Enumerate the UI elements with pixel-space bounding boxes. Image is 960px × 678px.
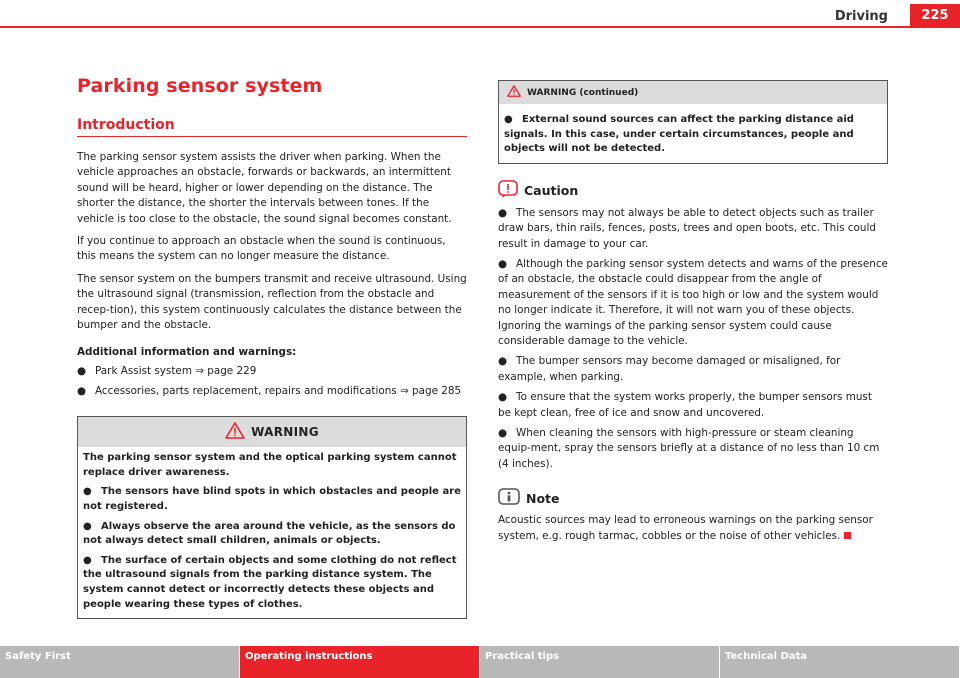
left-column: [77, 75, 467, 619]
warning-item-text: Always observe the area around the vehicle, as the sensors do not always detect small children, animals or objects.: [83, 520, 456, 547]
caution-heading: Caution: [524, 182, 579, 198]
additional-info-heading: Additional information and warnings:: [77, 346, 297, 359]
note-heading: Note: [526, 491, 560, 507]
right-column: [498, 80, 888, 544]
page-title: Parking sensor system: [77, 75, 323, 97]
bullet-icon: ●: [498, 355, 508, 368]
caution-item-text: To ensure that the system works properly, the bumper sensors must be kept clean, free of ice and snow and uncovered.: [498, 391, 872, 419]
bullet-icon: ●: [498, 391, 508, 404]
caution-item: [498, 354, 888, 385]
paragraph: The sensor system on the bumpers transmit and receive ultrasound. Using the ultrasound signal (transmission, reflection from the obstacle and recep-tion), this system continuously calculates the distance between the bumper and the obstacle.: [77, 272, 467, 332]
warning-continued-heading: WARNING (continued): [527, 87, 639, 98]
note-text: [498, 513, 888, 544]
warning-item: [504, 113, 882, 157]
end-of-section-icon: [844, 532, 851, 539]
caution-item: [498, 390, 888, 421]
warning-header: [78, 417, 466, 447]
warning-continued-body: [499, 104, 887, 163]
bullet-icon: ●: [83, 486, 92, 498]
page-number: 225: [910, 4, 960, 28]
caution-item-text: The sensors may not always be able to detect objects such as trailer draw bars, thin rails, fences, posts, trees and open boots, etc. This could result in damage to your car.: [498, 206, 876, 250]
list-item: [77, 384, 467, 399]
section-heading-introduction: Introduction: [77, 117, 467, 137]
caution-item: [498, 257, 888, 349]
page-header: [0, 0, 960, 32]
warning-triangle-icon: [225, 422, 245, 442]
warning-heading: WARNING: [251, 425, 319, 440]
warning-item-text: The sensors have blind spots in which obstacles and people are not registered.: [83, 486, 461, 513]
warning-item-text: External sound sources can affect the parking distance aid signals. In this case, under certain circumstances, people and objects will not be detected.: [504, 114, 854, 155]
bullet-icon: ●: [83, 520, 92, 532]
warning-continued-box: [498, 80, 888, 164]
caution-item: [498, 206, 888, 252]
footer-tabs: [0, 646, 960, 678]
info-icon: [498, 488, 520, 509]
warning-item-text: The surface of certain objects and some clothing do not reflect the ultrasound signals from the parking distance system. The system cannot detect or incorrectly detects these objects and people wearing these types of clothes.: [83, 554, 457, 610]
header-rule: [0, 26, 910, 28]
note-text-content: Acoustic sources may lead to erroneous warnings on the parking sensor system, e.g. rough tarmac, cobbles or the noise of other vehicles.: [498, 514, 873, 542]
bullet-icon: ●: [504, 114, 513, 125]
warning-box: [77, 416, 467, 619]
section-title: Driving: [834, 9, 888, 24]
warning-item: [83, 554, 461, 612]
bullet-icon: ●: [77, 365, 87, 378]
warning-body: [78, 447, 466, 618]
list-item: [77, 364, 467, 379]
tab-operating-instructions[interactable]: Operating instructions: [240, 646, 480, 678]
warning-item: [83, 485, 461, 514]
bullet-icon: ●: [83, 554, 92, 566]
warning-intro: The parking sensor system and the optical parking system cannot replace driver awareness.: [83, 452, 457, 478]
caution-item: [498, 426, 888, 472]
tab-technical-data[interactable]: Technical Data: [720, 646, 960, 678]
tab-practical-tips[interactable]: Practical tips: [480, 646, 720, 678]
bullet-icon: ●: [77, 384, 87, 397]
exclamation-icon: [498, 180, 518, 201]
paragraph: The parking sensor system assists the driver when parking. When the vehicle approaches an obstacle, forwards or backwards, an intermittent sound will be heard, higher or lower depending on the distance. The shorter the distance, the shorter the intervals between tones. If the vehicle is too close to the obstacle, the sound signal becomes constant.: [77, 151, 452, 225]
tab-safety-first[interactable]: Safety First: [0, 646, 240, 678]
note-header: [498, 488, 888, 509]
caution-item-text: The bumper sensors may become damaged or misaligned, for example, when parking.: [498, 355, 841, 383]
caution-item-text: Although the parking sensor system detects and warns of the presence of an obstacle, the obstacle could disappear from the angle of measurement of the sensors if it is too high or low and the system would no longer indicate it. Therefore, it will not warn you of these objects. Ignoring the warnings of the parking sensor system could cause considerable damage to the vehicle.: [498, 258, 888, 348]
bullet-icon: ●: [498, 206, 508, 219]
cross-reference-link[interactable]: Accessories, parts replacement, repairs and modifications ⇒ page 285: [95, 384, 462, 397]
cross-reference-link[interactable]: Park Assist system ⇒ page 229: [95, 365, 257, 378]
caution-header: [498, 180, 888, 201]
paragraph: If you continue to approach an obstacle when the sound is continuous, this means the system can no longer measure the distance.: [77, 235, 446, 263]
warning-triangle-icon: [507, 85, 521, 100]
warning-continued-header: [499, 81, 887, 104]
bullet-icon: ●: [498, 258, 508, 270]
bullet-icon: ●: [498, 427, 508, 440]
warning-item: [83, 520, 461, 549]
caution-item-text: When cleaning the sensors with high-pressure or steam cleaning equip-ment, spray the sensors briefly at a distance of no less than 10 cm (4 inches).: [498, 427, 880, 470]
